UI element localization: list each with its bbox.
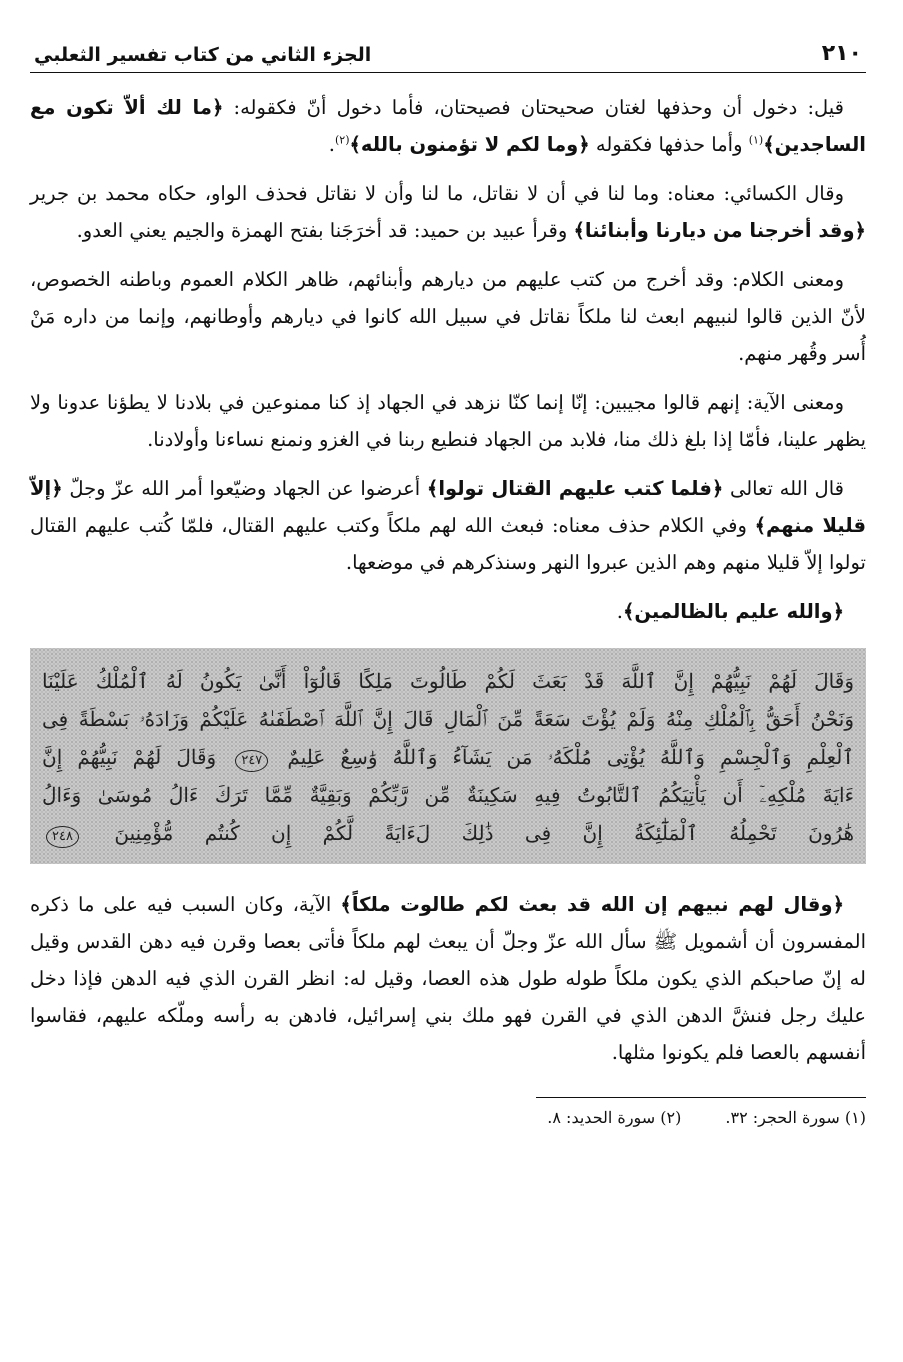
paragraph-5 [30, 470, 866, 581]
paragraph-2 [30, 175, 866, 249]
paragraph-1 [30, 89, 866, 163]
footnote-ref: (٢) [334, 133, 350, 147]
text-span: وقال الكسائي: معناه: وما لنا في أن لا نقاتل، ما لنا وأن لا نقاتل فحذف الواو، حكاه محمد بن جرير [30, 182, 844, 205]
paragraph-7 [30, 886, 866, 1071]
quran-line: ٱلْعِلْمِ وَٱلْجِسْمِ وَٱللَّهُ يُؤْتِى مُلْكَهُۥ مَن يَشَآءُ وَٱللَّهُ وَٰسِعٌ عَلِيمٌ ٢٤٧ وَقَالَ لَهُمْ نَبِيُّهُمْ إِنَّ [42, 738, 854, 776]
text-span: وفي الكلام حذف معناه: فبعث الله لهم ملكاً وكتب عليهم القتال، فلمّا كُتب عليهم القتال تولوا إلاّ قليلا منهم وهم الذين عبروا النهر وسنذكرهم في موضعها. [30, 514, 866, 574]
text-span: ومعنى الآية: إنهم قالوا مجيبين: إنّا إنما كنّا نزهد في الجهاد إذ كنا ممنوعين في بلادنا لا يطؤنا عدونا ولا يظهر علينا، فأمّا إذا بلغ ذلك منا، فلابد من الجهاد فنطيع ربنا في الغزو ونمنع نساءنا وأولادنا. [30, 391, 866, 451]
quran-line: ءَايَةَ مُلْكِهِۦٓ أَن يَأْتِيَكُمُ ٱلتَّابُوتُ فِيهِ سَكِينَةٌ مِّن رَّبِّكُمْ وَبَقِيَّةٌ مِّمَّا تَرَكَ ءَالُ مُوسَىٰ وَءَالُ [42, 783, 854, 807]
text-span: أعرضوا عن الجهاد وضيّعوا أمر الله عزّ وجلّ [62, 477, 427, 500]
paragraph-3 [30, 261, 866, 372]
text-span: . [328, 133, 335, 156]
text-span: قال الله تعالى [723, 477, 844, 500]
page-header [30, 28, 866, 73]
quran-quote: ﴿ما لك ألاّ تكون مع الساجدين﴾ [30, 96, 866, 156]
footnotes [30, 1098, 866, 1127]
footnote-2: (٢) سورة الحديد: ٨. [547, 1108, 682, 1127]
quran-quote: ﴿والله عليم بالظالمين﴾ [622, 600, 844, 623]
main-text [30, 89, 866, 1071]
paragraph-6 [30, 593, 866, 630]
book-page [30, 28, 866, 1338]
running-title: الجزء الثاني من كتاب تفسير الثعلبي [34, 44, 372, 66]
text-span: وأما حذفها فكقوله [589, 133, 749, 156]
text-span: الآية، وكان السبب فيه على ما ذكره المفسرون أن أشمويل ﷺ سأل الله عزّ وجلّ أن يبعث لهم ملكاً فأتى بعصا وقرن فيه دهن القدس وقيل له إنّ صاحبكم الذي يكون ملكاً طوله طول هذه العصا، وقيل له: انظر القرن الذي فيه الدهن فإذا دخل عليك رجل فنشَّ الدهن الذي في القرن فهو ملك بني إسرائيل، فادهن به رأسه وملّكه عليهم، فقاسوا أنفسهم بالعصا فلم يكونوا مثلها. [30, 893, 866, 1064]
text-span: قيل: دخول أن وحذفها لغتان صحيحتان فصيحتان، فأما دخول أنّ فكقوله: [223, 96, 844, 119]
footnote-ref: (١) [748, 133, 764, 147]
verse-number-mark: ٢٤٧ [235, 750, 268, 772]
page-number: ٢١٠ [821, 41, 862, 66]
text-span: ومعنى الكلام: وقد أخرج من كتب عليهم من ديارهم وأبنائهم، ظاهر الكلام العموم وباطنه الخصوص، لأنّ الذين قالوا لنبيهم ابعث لنا ملكاً نقاتل في سبيل الله كانوا في ديارهم وأوطانهم، وإنما من داره مَنْ أُسر وقُهر منهم. [30, 268, 866, 365]
paragraph-4 [30, 384, 866, 458]
quran-line: هَٰرُونَ تَحْمِلُهُ ٱلْمَلَٰٓئِكَةُ إِنَّ فِى ذَٰلِكَ لَءَايَةً لَّكُمْ إِن كُنتُم مُّؤْمِنِينَ ٢٤٨ [42, 814, 854, 852]
quran-verses-box [30, 648, 866, 864]
footnote-1: (١) سورة الحجر: ٣٢. [725, 1108, 866, 1127]
quran-quote: ﴿وقد أخرجنا من ديارنا وأبنائنا﴾ [573, 219, 866, 242]
quran-quote: ﴿وما لكم لا تؤمنون بالله﴾ [349, 133, 590, 156]
quran-quote: ﴿فلما كتب عليهم القتال تولوا﴾ [426, 477, 724, 500]
text-span: . [616, 600, 623, 623]
quran-quote: ﴿إلاّ قليلا منهم﴾ [30, 477, 866, 537]
verse-number-mark: ٢٤٨ [46, 826, 79, 848]
quran-quote: ﴿وقال لهم نبيهم إن الله قد بعث لكم طالوت ملكاً﴾ [340, 893, 844, 916]
quran-line: وَنَحْنُ أَحَقُّ بِٱلْمُلْكِ مِنْهُ وَلَمْ يُؤْتَ سَعَةً مِّنَ ٱلْمَالِ قَالَ إِنَّ ٱللَّهَ ٱصْطَفَىٰهُ عَلَيْكُمْ وَزَادَهُۥ بَسْطَةً فِى [42, 707, 854, 731]
text-span: وقرأ عبيد بن حميد: قد أخرَجَنا بفتح الهمزة والجيم يعني العدو. [76, 219, 574, 242]
quran-line: وَقَالَ لَهُمْ نَبِيُّهُمْ إِنَّ ٱللَّهَ قَدْ بَعَثَ لَكُمْ طَالُوتَ مَلِكًا قَالُوٓاْ أَنَّىٰ يَكُونُ لَهُ ٱلْمُلْكُ عَلَيْنَا [42, 669, 854, 693]
